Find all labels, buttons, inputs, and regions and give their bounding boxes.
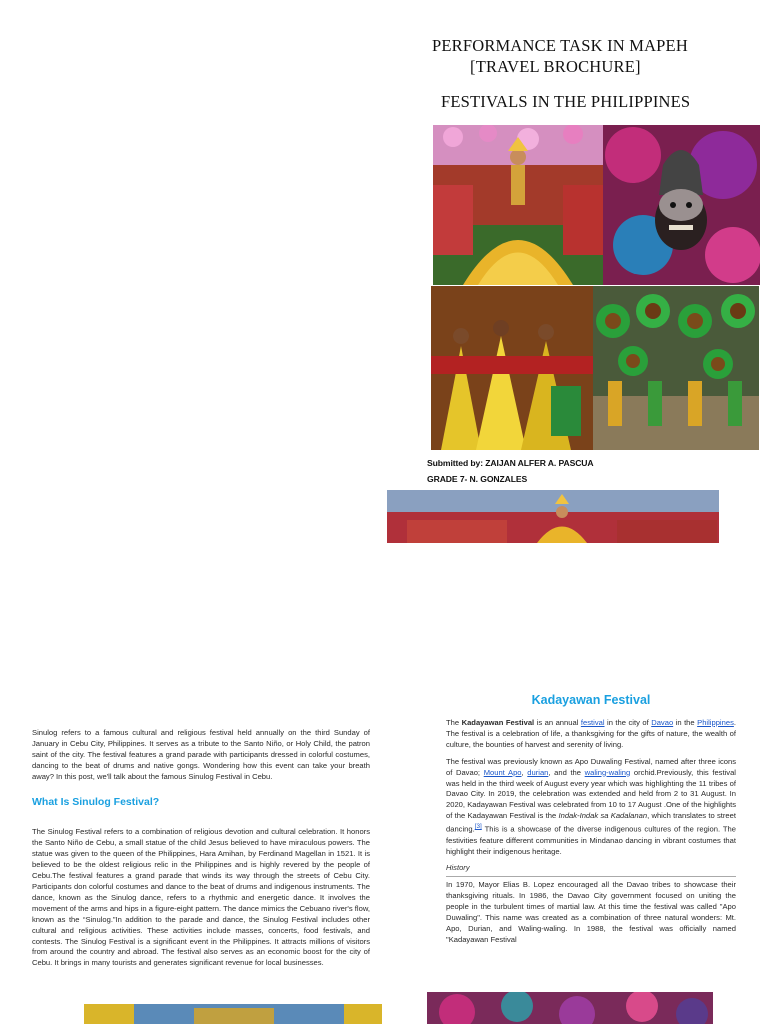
kadayawan-bold-name: Kadayawan Festival	[461, 718, 535, 727]
sinulog-heading: What Is Sinulog Festival?	[32, 795, 160, 808]
festivals-heading: FESTIVALS IN THE PHILIPPINES	[441, 92, 691, 111]
text: , which translates to street dancing.	[446, 811, 736, 834]
kadayawan-paragraph-1	[446, 718, 736, 751]
kadayawan-bottom-photo	[427, 992, 713, 1024]
history-label: History	[446, 863, 736, 877]
text: is an annual	[534, 718, 581, 727]
festival-photo-sunflower-dancers	[593, 286, 759, 450]
text: , and the	[548, 767, 585, 777]
text: in the city of	[604, 718, 652, 727]
document-title: PERFORMANCE TASK IN MAPEH	[432, 36, 688, 55]
kadayawan-paragraph-2	[446, 757, 736, 858]
text: This is a showcase of the diverse indigenous cultures of the region. The festivities feature different communities in Mindanao dancing in vibrant costumes that highlight their indigenous heritage.	[446, 824, 736, 856]
reference-3[interactable]: [3]	[474, 823, 482, 831]
submitted-by: Submitted by: ZAIJAN ALFER A. PASCUA	[427, 458, 594, 468]
text: The	[446, 718, 462, 727]
sinulog-section	[32, 728, 370, 979]
festival-photo-masked-performer	[603, 125, 760, 285]
link-philippines[interactable]: Philippines	[697, 718, 734, 727]
text: The festival was previously known as Apo Duwaling Festival, named after three icons of Davao;	[446, 756, 736, 777]
link-durian[interactable]: durian	[527, 767, 549, 777]
link-mount-apo[interactable]: Mount Apo	[483, 767, 522, 777]
festival-photo-street-dancers	[431, 286, 593, 450]
festival-banner-photo	[387, 490, 719, 543]
sinulog-intro: Sinulog refers to a famous cultural and religious festival held annually on the third Sunday of January in Cebu City, Philippines. It serves as a tribute to the Santo Niño, or Holy Child, the patron saint of the city. The festival features a grand parade with participants dressed in colorful costumes, dancing to the beat of drums and native gongs. Wondering how this event can take your breath away? In this post, we'll talk about the famous Sinulog Festival in Cebu.	[32, 728, 370, 781]
sinulog-body: The Sinulog Festival refers to a combination of religious devotion and cultural celebration. It honors the Santo Niño de Cebu, a small statue of the child Jesus believed to have miraculous powers. The statue was given to the queen of the Philippines, Hara Amihan, by Ferdinand Magellan in 1521. It is believed to be the oldest religious relic in the Philippines and is highly revered by the people of Cebu.The festival features a grand parade that winds its way through the streets of Cebu City. Participants don colorful costumes and dance to the beat of drums and indigenous instruments. The dance, known as the Sinulog dance, refers to a rhythmic and energetic dance. It involves the movement of the arms and hips in a figure-eight pattern. The dance mimics the Cebuano river's flow, known as the “Sinulog.”In addition to the parade and dance, the Sinulog Festival includes other cultural and religious activities. These activities include masses, concerts, food festivals, and contests. The Sinulog Festival is a significant event in the Philippines. It attracts millions of visitors from around the country and abroad. The festival also serves as an economic boost for the city of Cebu. It brings in many tourists and generates significant revenue for local businesses.	[32, 827, 370, 968]
link-davao[interactable]: Davao	[651, 718, 674, 727]
link-waling-waling[interactable]: waling-waling	[584, 767, 631, 777]
text: ,	[521, 767, 528, 777]
kadayawan-heading: Kadayawan Festival	[531, 693, 651, 707]
link-festival[interactable]: festival	[580, 718, 605, 727]
text: in the	[673, 718, 698, 727]
text: orchid.Previously, this festival was held in the third week of August every year which was highlighting the 11 tribes of Davao City. In 2019, the celebration was extended and held from 2 to 31 August. In 2020, Kadayawan Festival was celebrated from 10 to 17 August .One of the highlights of the Kadayawan Festival is the	[446, 767, 736, 821]
document-subtitle: [TRAVEL BROCHURE]	[470, 57, 641, 76]
grade-section: GRADE 7- N. GONZALES	[427, 474, 528, 484]
kadayawan-history-paragraph: In 1970, Mayor Elias B. Lopez encouraged all the Davao tribes to showcase their thanksgiving rituals. In 1986, the Davao City government focused on uniting the people in the turbulent times of martial law. At this time the festival was called "Apo Duwaling". This name was created as a combination of three natural wonders: Mt. Apo, Durian, and Waling-waling. In 1988, the festival was officially named "Kadayawan Festival	[446, 880, 736, 944]
text: . The festival is a celebration of life, a thanksgiving for the gifts of nature, the wealth of culture, the bounties of harvest and serenity of living.	[446, 718, 736, 749]
sinulog-bottom-photo	[84, 1004, 382, 1024]
kadayawan-section	[446, 718, 736, 952]
festival-photo-golden-dancer	[433, 125, 603, 285]
indak-indak-term: Indak-Indak sa Kadalanan	[558, 811, 648, 821]
